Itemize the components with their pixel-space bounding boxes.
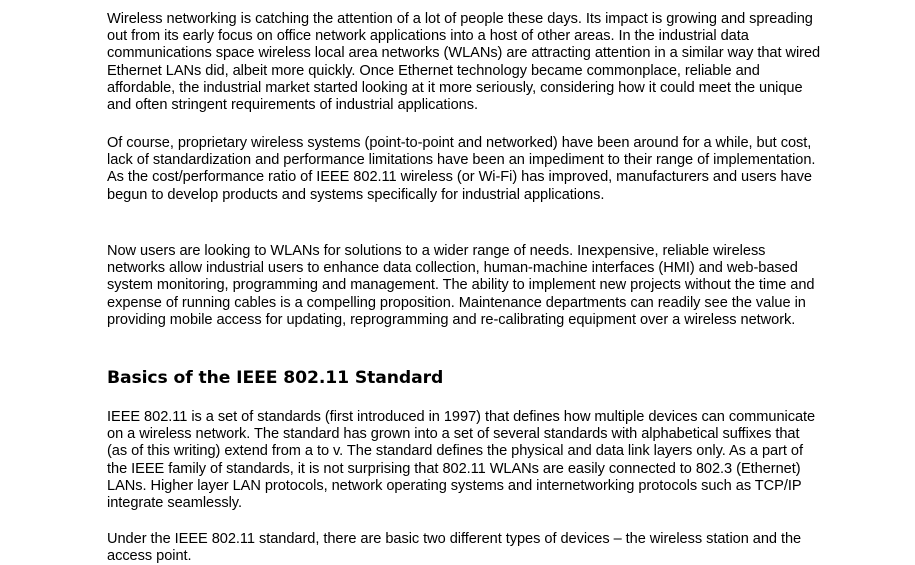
wlan-solutions-paragraph: Now users are looking to WLANs for solutions to a wider range of needs. Inexpensive, reliable wireless networks allow industrial users to enhance data collection, human-machine interfaces (HMI) and web-based system monitoring, programming and management. The ability to implement new projects without the time and expense of running cables is a compelling proposition. Maintenance departments can readily see the value in providing mobile access for updating, reprogramming and re-calibrating equipment over a wireless network. — [107, 243, 815, 328]
ieee-standard-paragraph: IEEE 802.11 is a set of standards (first introduced in 1997) that defines how multiple devices can communicate on a wireless network. The standard has grown into a set of several standards with alphabetical suffixes that (as of this writing) extend from a to v. The standard defines the physical and data link layers only. As a part of the IEEE family of standards, it is not surprising that 802.11 WLANs are easily connected to 802.3 (Ethernet) LANs. Higher layer LAN protocols, network operating systems and internetworking protocols such as TCP/IP integrate seamlessly. — [107, 409, 816, 512]
intro-paragraph: Wireless networking is catching the attention of a lot of people these days. Its impact is growing and spreading out from its early focus on office network applications into a host of other areas. In the industrial data communications space wireless local area networks (WLANs) are attracting attention in a similar way that wired Ethernet LANs did, albeit more quickly. Once Ethernet technology became commonplace, reliable and affordable, the industrial market started looking at it more seriously, considering how it could meet the unique and often stringent requirements of industrial applications. — [107, 11, 821, 114]
device-types-paragraph: Under the IEEE 802.11 standard, there are basic two different types of devices – the wireless station and the access point. — [107, 531, 802, 565]
proprietary-systems-paragraph: Of course, proprietary wireless systems (point-to-point and networked) have been around for a while, but cost, lack of standardization and performance limitations have been an impediment to their range of implementation. As the cost/performance ratio of IEEE 802.11 wireless (or Wi-Fi) has improved, manufacturers and users have begun to develop products and systems specifically for industrial applications. — [107, 135, 816, 203]
section-heading: Basics of the IEEE 802.11 Standard — [107, 368, 444, 388]
